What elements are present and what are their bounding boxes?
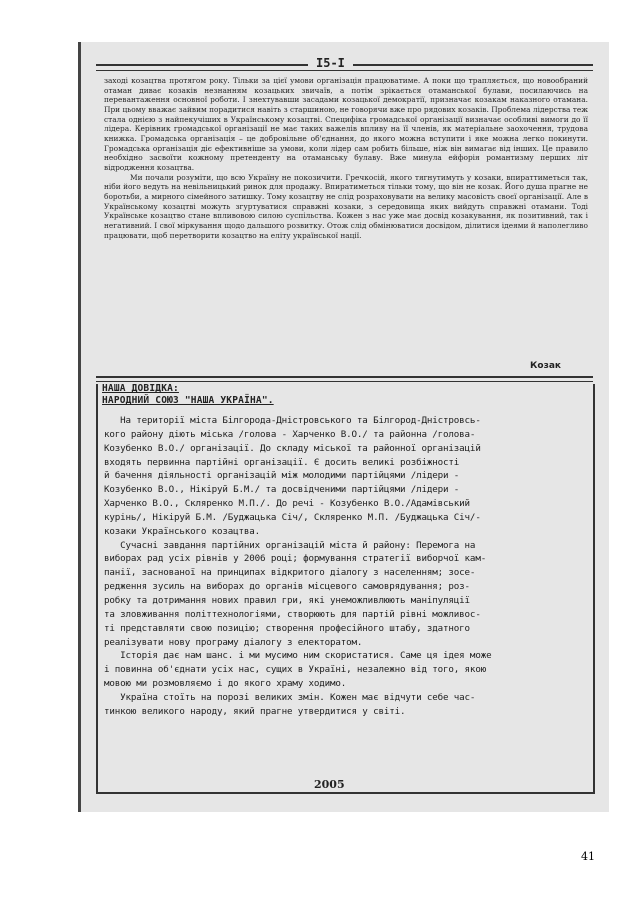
info-line: та зловживання політтехнологіями, створюють для партій рівні можливос- [104,608,481,620]
info-line: Україна стоїть на порозі великих змін. Кожен має відчути себе час- [104,691,476,703]
info-line: козаки Українського козацтва. [104,525,261,537]
info-line: Козубенко В.О./ організації. До складу міської та районної організацій [104,442,481,454]
info-heading: НАША ДОВІДКА: [102,383,179,394]
section-divider [96,376,593,382]
info-line: тинкою великого народу, який прагне утвердитися у світі. [104,705,406,717]
scanned-page [78,42,609,812]
info-body [104,414,586,719]
article-author: Козак [530,361,561,371]
info-line: Харченко В.О., Скляренко М.П./. До речі - Козубенко В.О./Адамівський [104,498,470,510]
info-line: курінь/, Нікіруй Б.М. /Буджацька Січ/, Скляренко М.П. /Буджацька Січ/- [104,511,481,523]
info-line: Історія дає нам шанс. і ми мусимо ним скористатися. Саме ця ідея може [104,650,492,662]
info-line: і повинна об'єднати усіх нас, сущих в Україні, незалежно від того, якою [104,664,487,676]
info-line: входять первинна партійні організації. Є досить великі розбіжності [104,456,460,468]
info-line: Козубенко В.О., Нікіруй Б.М./ та досвідченими партійцями /лідери - [104,484,460,496]
article-text [104,76,588,240]
article-paragraph-1: заході козацтва протягом року. Тільки за цієї умови організація працюватиме. А поки що трапляється, що новообраний отаман диває козаків незнанням козацьких звичаїв, а потім зрікається отаманської булави, посилаючись на перевантаження основної роботи. І знехтувавши засадами козацької демократії, призначає козакам наказного отамана. При цьому вважає зайвим порадитися навіть з старшиною, не говорячи вже про рядових козаків. Проблема лідерства теж стала однією з найпекучіших в Українському козацтві. Специфіка громадської організації визначає особливі вимоги до її лідера. Керівник громадської організації не має таких важелів впливу на її членів, як матеріальне заохочення, трудова книжка. Громадська організація – це добровільне об'єднання, до якого можна вступити і яке можна легко покинути. Громадська організація діє ефективніше за умови, коли лідер сам робить більше, ніж він вимагає від інших. Це правило необхідно засвоїти кожному претенденту на отаманську булаву. Вже минула ейфорія романтизму перших літ відродження козацтва. [104,76,589,172]
info-line: кого району діють міська /голова - Харченко В.О./ та районна /голова- [104,428,476,440]
info-line: На території міста Білгорода-Дністровського та Білгород-Дністровсь- [104,415,481,426]
article-paragraph-2: Ми почали розуміти, що всю Україну не покозичити. Гречкосій, якого тягнутимуть у козаки, впираттиметься так, ніби його ведуть на невільницький ринок для продажу. Впиратиметься тільки тому, що він не козак. Його душа прагне не боротьби, а мирного сімейного затишку. Тому козацтву не слід розраховувати на велику масовість своєї організації. Але в Українському козацтві можуть згуртуватися справжні козаки, з середовища яких вийдуть справжні отамани. Тоді Українське козацтво стане впливовою силою суспільства. Кожен з нас уже має досвід козакування, як позитивний, так і негативний. І свої міркування щодо дальшого розвитку. Отож слід обмінюватися досвідом, ділитися ідеями й наполегливо працювати, щоб перетворити козацтво на еліту української нації. [104,172,588,240]
year-label: 2005 [306,778,353,791]
info-subheading: НАРОДНИЙ СОЮЗ "НАША УКРАЇНА". [102,395,274,406]
page-code: I5-I [308,56,353,70]
scan-edge-bar [78,42,81,812]
info-line: редження зусиль на виборах до органів місцевого самоврядування; роз- [104,581,470,593]
info-line: й бачення діяльності організацій між молодими партійцями /лідери - [104,470,460,482]
info-line: мовою ми розмовляємо і до якого храму ходимо. [104,678,347,690]
page-number: 41 [581,850,595,863]
info-line: ті представляти свою позицію; створення професійного штабу, здатного [104,622,470,634]
info-line: панії, заснованої на принципах відкритого діалогу з населенням; зосе- [104,567,476,579]
info-line: виборах рад усіх рівнів у 2006 році; формування стратегії виборчої кам- [104,553,487,565]
info-line: Сучасні завдання партійних організацій міста й району: Перемога на [104,539,476,551]
info-box [96,384,595,794]
info-line: реалізувати нову програму діалогу з електоратом. [104,636,363,648]
info-line: робку та дотримання нових правил гри, які унеможливлюють маніпуляції [104,594,470,606]
